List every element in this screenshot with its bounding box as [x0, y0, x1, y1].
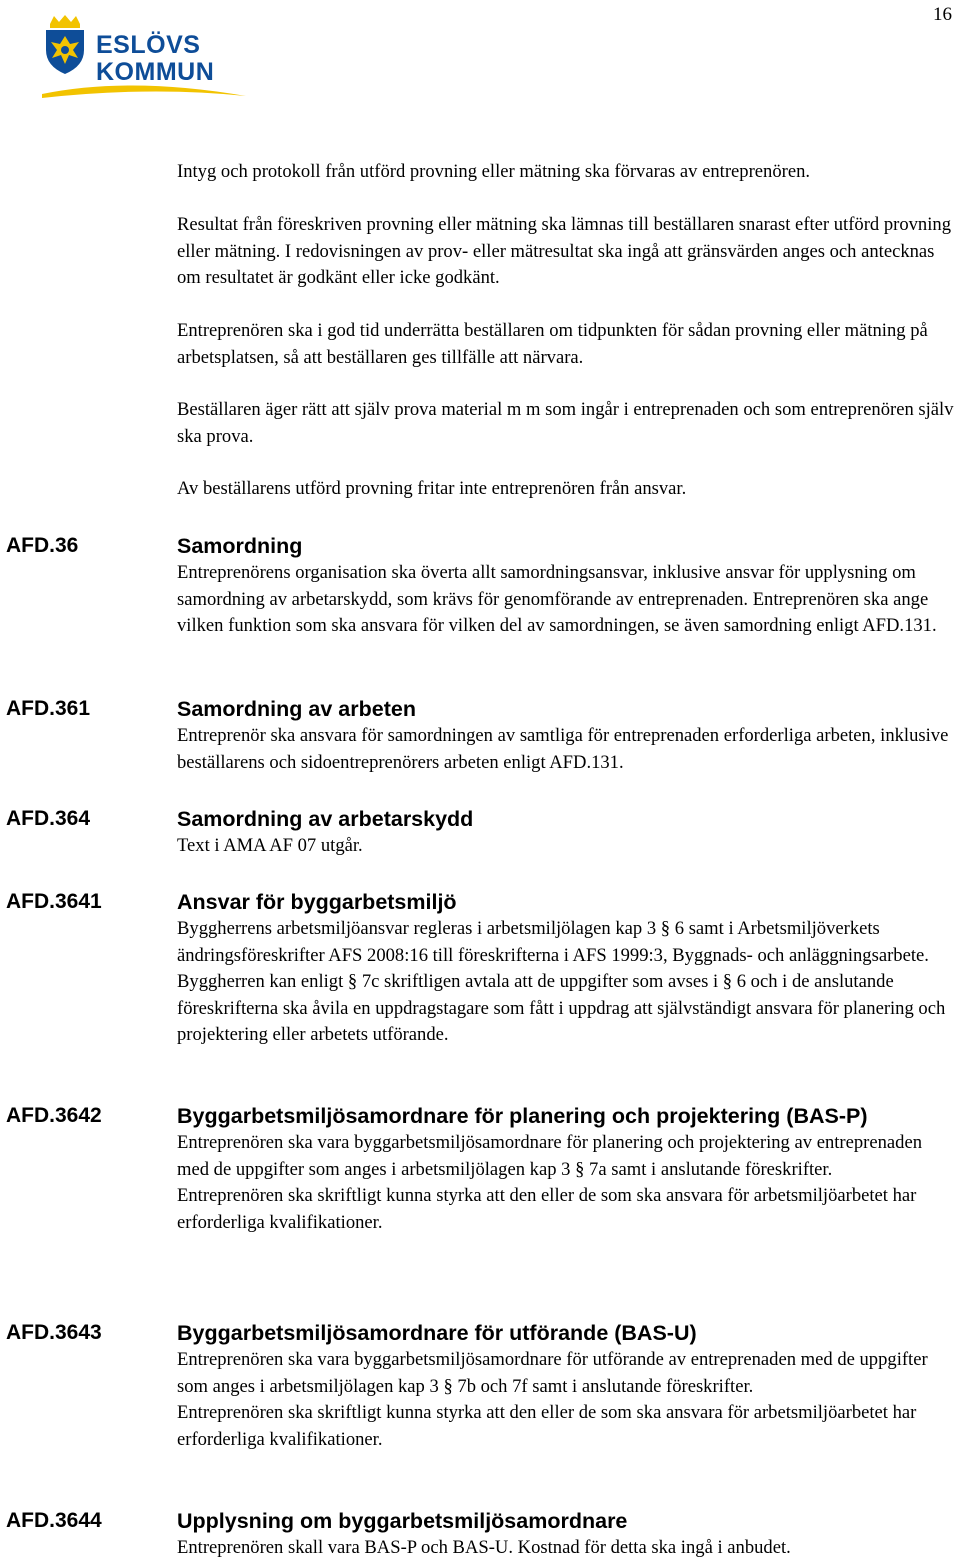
section-afd-3643 — [177, 1320, 957, 1453]
section-code: AFD.3643 — [6, 1321, 102, 1344]
section-title: Samordning av arbetarskydd — [177, 807, 474, 831]
section-title: Byggarbetsmiljösamordnare för planering och projektering (BAS-P) — [177, 1104, 868, 1128]
section-paragraph: Entreprenören ska vara byggarbetsmiljösamordnare för planering och projektering av entreprenaden med de uppgifter som anges i arbetsmiljölagen kap 3 § 7a samt i anslutande föreskrifter. — [177, 1132, 922, 1180]
section-paragraph: Entreprenören ska skriftligt kunna styrka att den eller de som ska ansvara för arbetsmiljöarbetet har erforderliga kvalifikationer. — [177, 1402, 917, 1450]
intro-paragraph-3: Entreprenören ska i god tid underrätta beställaren om tidpunkten för sådan provning eller mätning på arbetsplatsen, så att beställaren ges tillfälle att närvara. — [177, 320, 928, 368]
eslovs-kommun-logo — [40, 12, 250, 98]
section-code: AFD.361 — [6, 697, 91, 720]
section-title: Samordning av arbeten — [177, 697, 416, 721]
section-code: AFD.36 — [6, 534, 79, 557]
section-code: AFD.3641 — [6, 890, 102, 913]
section-afd-36 — [177, 533, 957, 640]
section-code: AFD.364 — [6, 807, 91, 830]
section-paragraph: Entreprenör ska ansvara för samordningen av samtliga för entreprenaden erforderliga arbeten, inklusive beställarens och sidoentreprenörers arbeten enligt AFD.131. — [177, 725, 949, 773]
coat-of-arms-icon — [42, 14, 88, 76]
section-code: AFD.3642 — [6, 1104, 102, 1127]
section-paragraph: Entreprenören ska vara byggarbetsmiljösamordnare för utförande av entreprenaden med de uppgifter som anges i arbetsmiljölagen kap 3 § 7b och 7f samt i anslutande föreskrifter. — [177, 1349, 928, 1397]
logo-line-2: KOMMUN — [96, 58, 215, 86]
section-afd-364 — [177, 806, 957, 860]
section-paragraph: Entreprenören skall vara BAS-P och BAS-U. Kostnad för detta ska ingå i anbudet. — [177, 1537, 791, 1558]
intro-paragraph-2: Resultat från föreskriven provning eller mätning ska lämnas till beställaren snarast efter utförd provning eller mätning. I redovisningen av prov- eller mätresultat ska ingå att gränsvärden anges och antecknas om resultatet är godkänt eller icke godkänt. — [177, 214, 951, 288]
section-title: Byggarbetsmiljösamordnare för utförande (BAS-U) — [177, 1321, 697, 1345]
section-afd-361 — [177, 696, 957, 776]
intro-paragraph-1: Intyg och protokoll från utförd provning eller mätning ska förvaras av entreprenören. — [177, 161, 811, 182]
intro-paragraph-4: Beställaren äger rätt att själv prova material m m som ingår i entreprenaden och som entreprenören själv ska prova. — [177, 399, 954, 447]
section-paragraph: Entreprenören ska skriftligt kunna styrka att den eller de som ska ansvara för arbetsmiljöarbetet har erforderliga kvalifikationer. — [177, 1185, 917, 1233]
section-title: Ansvar för byggarbetsmiljö — [177, 890, 457, 914]
section-title: Samordning — [177, 534, 303, 558]
intro-paragraph-5: Av beställarens utförd provning fritar inte entreprenören från ansvar. — [177, 478, 687, 499]
section-title: Upplysning om byggarbetsmiljösamordnare — [177, 1509, 628, 1533]
logo-line-1: ESLÖVS — [96, 31, 201, 59]
section-paragraph: Byggherrens arbetsmiljöansvar regleras i arbetsmiljölagen kap 3 § 6 samt i Arbetsmiljöverkets ändringsföreskrifter AFS 2008:16 till föreskrifterna i AFS 1999:3, Byggnads- och anläggningsarbete. Byggherren kan enligt § 7c skriftligen avtala att de uppgifter som avses i § 6 och i de anslutande föreskrifterna ska åvila en uppdragstagare som fått i uppdrag att självständigt ansvara för planering och projektering eller arbetets utförande. — [177, 918, 946, 1045]
section-code: AFD.3644 — [6, 1509, 102, 1532]
section-paragraph: Text i AMA AF 07 utgår. — [177, 835, 363, 856]
section-afd-3641 — [177, 889, 957, 1049]
section-paragraph: Entreprenörens organisation ska överta allt samordningsansvar, inklusive ansvar för upplysning om samordning av arbetarskydd, som krävs för genomförande av entreprenaden. Entreprenören ska ange vilken funktion som ska ansvara för vilken del av samordningen, se även samordning enligt AFD.131. — [177, 562, 937, 636]
section-afd-3642 — [177, 1103, 957, 1236]
page-number: 16 — [933, 4, 952, 25]
swoosh-icon — [40, 70, 250, 100]
section-afd-3644 — [177, 1508, 957, 1562]
